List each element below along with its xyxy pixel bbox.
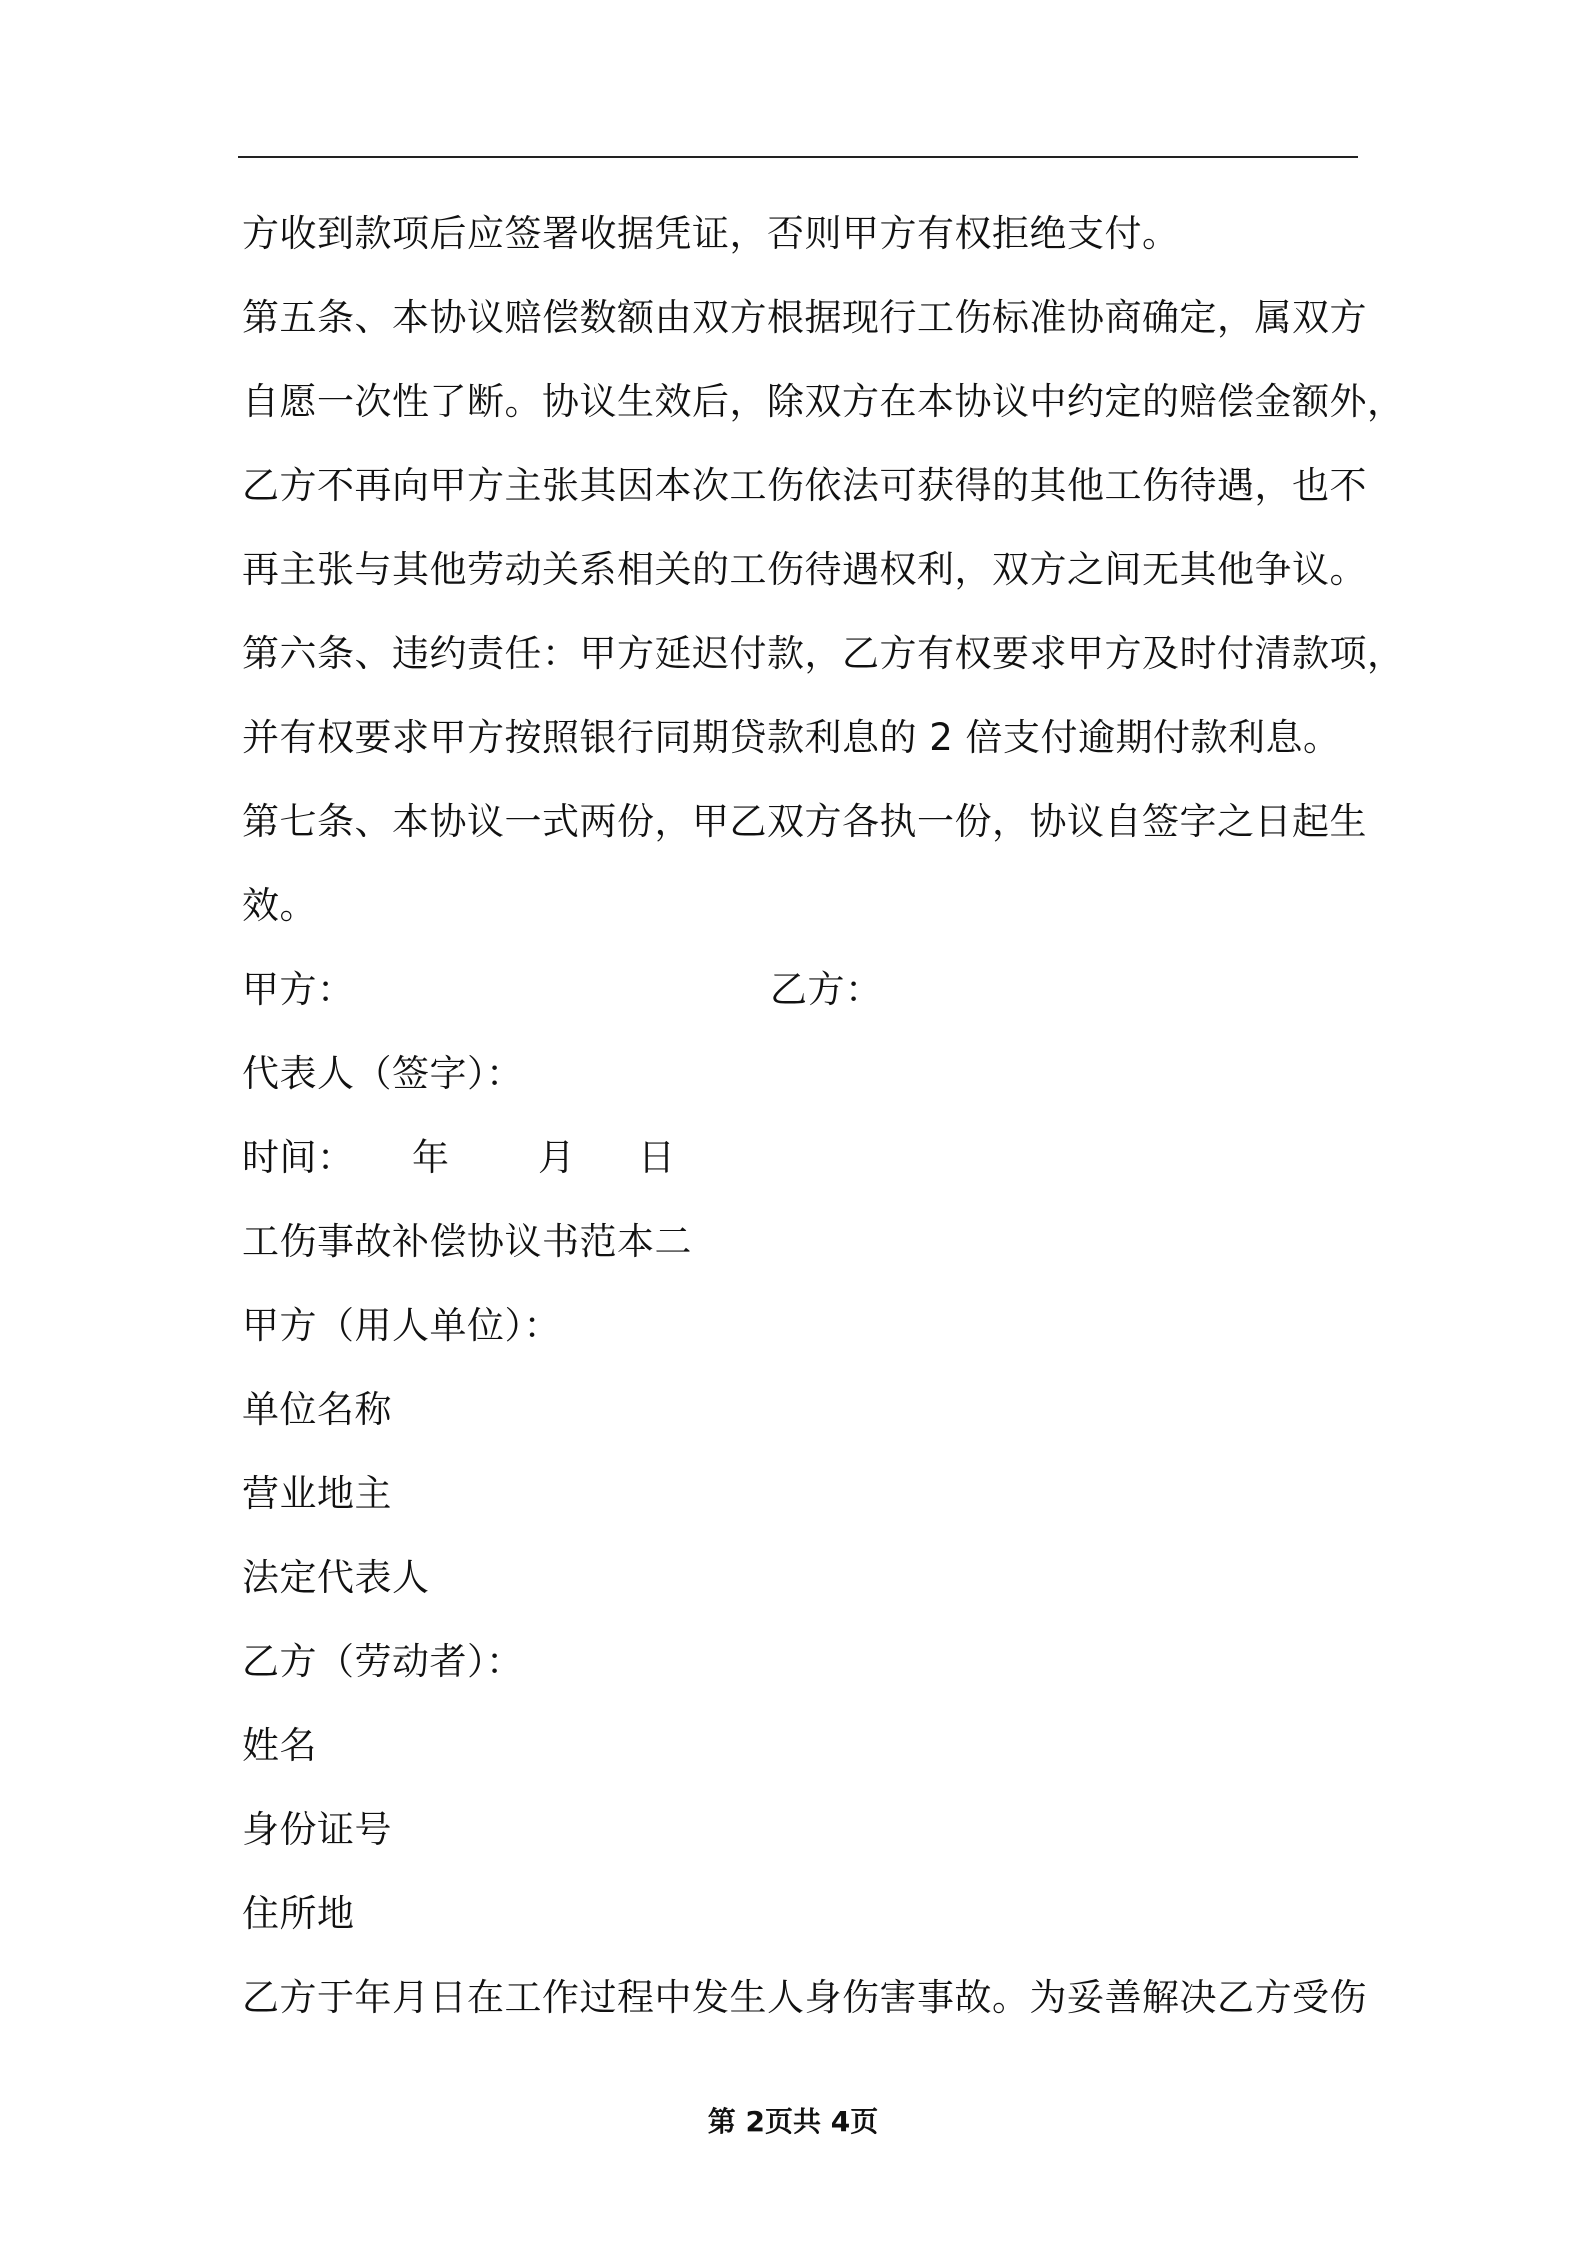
document-body [242, 192, 1405, 2040]
representative-signature-label: 代表人（签字）： [242, 1052, 524, 1095]
business-address-label: 营业地主 [242, 1472, 392, 1515]
legal-representative-label: 法定代表人 [242, 1556, 430, 1599]
section-two-title: 工伤事故补偿协议书范本二 [242, 1220, 692, 1263]
party-a-label: 甲方： [242, 968, 355, 1011]
date-label: 时间： [242, 1136, 355, 1179]
paragraph-line-1: 方收到款项后应签署收据凭证，否则甲方有权拒绝支付。 [242, 212, 1180, 255]
unit-name-label: 单位名称 [242, 1388, 392, 1431]
article-5-line-3: 乙方不再向甲方主张其因本次工伤依法可获得的其他工伤待遇，也不 [242, 464, 1367, 507]
id-number-label: 身份证号 [242, 1808, 392, 1851]
date-year-label: 年 [412, 1136, 450, 1179]
article-7-line-1: 第七条、本协议一式两份，甲乙双方各执一份，协议自签字之日起生 [242, 800, 1367, 843]
date-day-label: 日 [638, 1136, 676, 1179]
section-two-party-b: 乙方（劳动者）： [242, 1640, 524, 1683]
article-5-line-4: 再主张与其他劳动关系相关的工伤待遇权利，双方之间无其他争议。 [242, 548, 1367, 591]
article-5-line-1: 第五条、本协议赔偿数额由双方根据现行工伤标准协商确定，属双方 [242, 296, 1367, 339]
section-two-body-line-1: 乙方于年月日在工作过程中发生人身伤害事故。为妥善解决乙方受伤 [242, 1976, 1367, 2019]
residence-label: 住所地 [242, 1892, 355, 1935]
signature-date-row [242, 1116, 1362, 1200]
signature-parties-row [242, 948, 1362, 1032]
page-indicator: 第 2页共 4页 [707, 2105, 879, 2138]
article-6-line-1: 第六条、违约责任：甲方延迟付款，乙方有权要求甲方及时付清款项， [242, 632, 1405, 675]
article-7-line-2: 效。 [242, 884, 317, 927]
article-6-line-2: 并有权要求甲方按照银行同期贷款利息的 2 倍支付逾期付款利息。 [242, 716, 1341, 759]
date-month-label: 月 [538, 1136, 576, 1179]
header-rule [238, 156, 1358, 158]
section-two-party-a: 甲方（用人单位）： [242, 1304, 561, 1347]
party-b-label: 乙方： [770, 968, 883, 1011]
article-5-line-2: 自愿一次性了断。协议生效后，除双方在本协议中约定的赔偿金额外， [242, 380, 1405, 423]
name-label: 姓名 [242, 1724, 317, 1767]
